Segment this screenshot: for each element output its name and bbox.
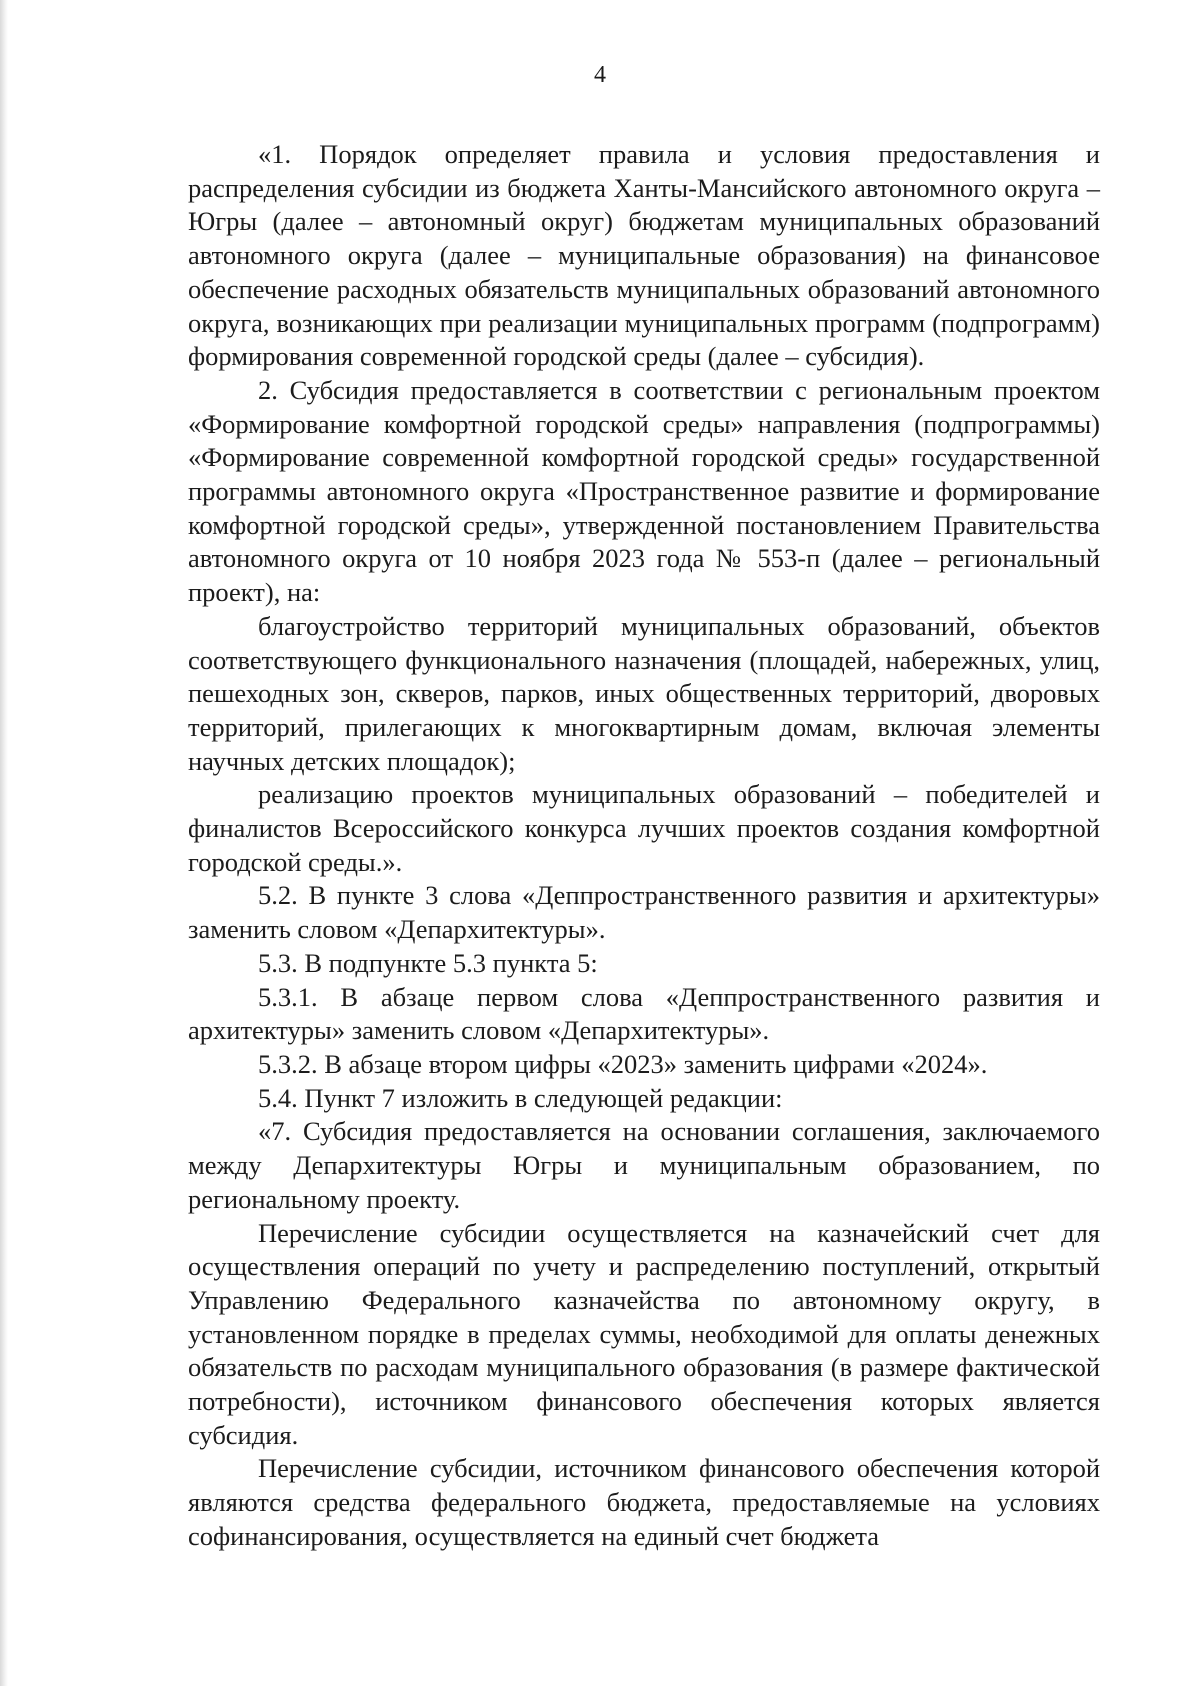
paragraph-5: 5.2. В пункте 3 слова «Деппространственного развития и архитектуры» заменить словом «Депархитектуры». [188, 880, 1100, 945]
paragraph-10: «7. Субсидия предоставляется на основании соглашения, заключаемого между Депархитектуры Югры и муниципальным образованием, по региональному проекту. [188, 1116, 1100, 1214]
paragraph-9: 5.4. Пункт 7 изложить в следующей редакции: [258, 1082, 783, 1113]
page-number: 4 [594, 62, 606, 88]
paragraph-3: благоустройство территорий муниципальных образований, объектов соответствующего функционального назначения (площадей, набережных, улиц, пешеходных зон, скверов, парков, иных общественных территорий, дворовых территорий, прилегающих к многоквартирным домам, включая элементы научных детских площадок); [188, 610, 1100, 776]
document-body [188, 138, 1100, 1554]
paragraph-1: «1. Порядок определяет правила и условия предоставления и распределения субсидии из бюджета Ханты-Мансийского автономного округа – Югры (далее – автономный округ) бюджетам муниципальных образований автономного округа (далее – муниципальные образования) на финансовое обеспечение расходных обязательств муниципальных образований автономного округа, возникающих при реализации муниципальных программ (подпрограмм) формирования современной городской среды (далее – субсидия). [188, 139, 1100, 372]
paragraph-6: 5.3. В подпункте 5.3 пункта 5: [258, 947, 598, 978]
paragraph-2: 2. Субсидия предоставляется в соответствии с региональным проектом «Формирование комфортной городской среды» направления (подпрограммы) «Формирование современной комфортной городской среды» государственной программы автономного округа «Пространственное развитие и формирование комфортной городской среды», утвержденной постановлением Правительства автономного округа от 10 ноября 2023 года № 553-п (далее – региональный проект), на: [188, 374, 1100, 608]
paragraph-12: Перечисление субсидии, источником финансового обеспечения которой являются средства федерального бюджета, предоставляемые на условиях софинансирования, осуществляется на единый счет бюджета [188, 1453, 1100, 1551]
paragraph-11: Перечисление субсидии осуществляется на казначейский счет для осуществления операций по учету и распределению поступлений, открытый Управлению Федерального казначейства по автономному округу, в установленном порядке в пределах суммы, необходимой для оплаты денежных обязательств по расходам муниципального образования (в размере фактической потребности), источником финансового обеспечения которых является субсидия. [188, 1217, 1100, 1450]
paragraph-8: 5.3.2. В абзаце втором цифры «2023» заменить цифрами «2024». [258, 1048, 988, 1079]
paragraph-4: реализацию проектов муниципальных образований – победителей и финалистов Всероссийского конкурса лучших проектов создания комфортной городской среды.». [188, 779, 1100, 877]
scan-edge-shadow [0, 0, 8, 1686]
paragraph-7: 5.3.1. В абзаце первом слова «Деппространственного развития и архитектуры» заменить словом «Депархитектуры». [188, 981, 1100, 1046]
